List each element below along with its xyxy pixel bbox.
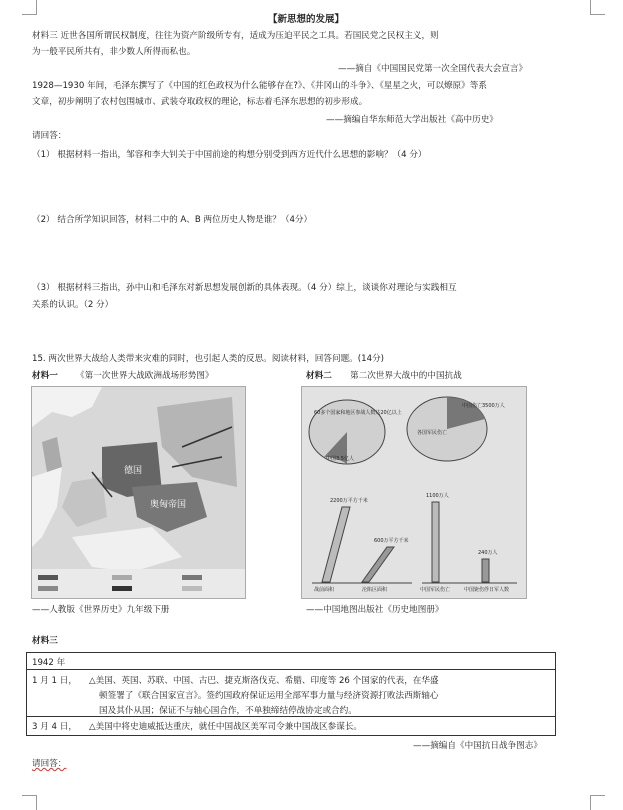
pie1-note: 60多个国家和地区参战人数达20亿以上 bbox=[314, 410, 402, 416]
legend-swatch bbox=[182, 575, 202, 580]
germany-label: 德国 bbox=[124, 466, 143, 476]
material3-table bbox=[26, 652, 556, 736]
legend-swatch bbox=[182, 586, 202, 591]
corner-mark bbox=[590, 795, 605, 810]
row1-date: 1 月 1 日， bbox=[32, 676, 77, 686]
legend-swatch bbox=[112, 586, 132, 591]
material3-source2: ——摘编自华东师范大学出版社《高中历史》 bbox=[326, 115, 498, 125]
material3-line2: 为一般平民所共有，非少数人所得而私也。 bbox=[32, 47, 196, 57]
material3-source1: ——摘自《中国国民党第一次全国代表大会宣言》 bbox=[338, 64, 528, 74]
row1-text3: 国及其仆从国；保证不与轴心国合作，不单独缔结停战协定或合约。 bbox=[99, 706, 357, 716]
axis2a-label: 中国军民伤亡 bbox=[420, 587, 451, 593]
legend-swatch bbox=[38, 586, 58, 591]
table-divider bbox=[27, 716, 555, 717]
axis1a-label: 战前面积 bbox=[314, 587, 335, 593]
bar-occupied-area bbox=[362, 547, 394, 582]
material3b-label: 材料三 bbox=[32, 636, 58, 646]
material1-title: 《第一次世界大战欧洲战场形势图》 bbox=[76, 371, 214, 381]
row2-text: △美国中将史迪威抵达重庆，就任中国战区美军司令兼中国战区参谋长。 bbox=[89, 722, 363, 732]
question-3-line1: （3） 根据材料三指出，孙中山和毛泽东对新思想发展创新的具体表现。（4 分）综上，谈谈你对理论与实践相互 bbox=[32, 283, 457, 293]
section-title: 【新思想的发展】 bbox=[268, 14, 345, 25]
table-divider bbox=[27, 669, 555, 670]
material3-line3: 1928—1930 年间，毛泽东撰写了《中国的红色政权为什么能够存在?》、《井冈山的斗争》、《星星之火，可以燎原》等系 bbox=[32, 81, 487, 91]
answer-prompt: 请回答： bbox=[32, 131, 67, 141]
austria-label: 奥匈帝国 bbox=[150, 500, 187, 510]
material2-caption: ——中国地图出版社《历史地图册》 bbox=[306, 605, 444, 615]
bar-japanese-casualties bbox=[482, 559, 489, 582]
material3-line4: 文章，初步阐明了农村包围城市、武装夺取政权的理论，标志着毛泽东思想的初步形成。 bbox=[32, 97, 368, 107]
legend-swatch bbox=[38, 575, 58, 580]
answer-prompt-2: 请回答： bbox=[32, 759, 67, 769]
corner-mark bbox=[590, 0, 605, 15]
bar-prewar-area bbox=[322, 507, 350, 582]
bar1-label: 2200万平方千米 bbox=[330, 498, 368, 504]
row1-text2: 顿签署了《联合国家宣言》。签约国政府保证运用全部军事力量与经济资源打败法西斯轴心 bbox=[99, 691, 439, 701]
question-1: （1） 根据材料一指出，邹容和李大钊关于中国前途的构想分别受到西方近代什么思想的影响？（4 分） bbox=[32, 150, 427, 160]
china-war-charts bbox=[301, 386, 527, 599]
legend-swatch bbox=[112, 575, 132, 580]
q15-intro: 15. 两次世界大战给人类带来灾难的同时，也引起人类的反思。阅读材料，回答问题。(14分) bbox=[32, 354, 385, 364]
material1-caption: ——人教版《世界历史》九年级下册 bbox=[32, 605, 170, 615]
material2-title: 第二次世界大战中的中国抗战 bbox=[350, 371, 462, 381]
bar2-label: 600万平方千米 bbox=[374, 538, 409, 544]
question-3-line2: 关系的认识。（2 分） bbox=[32, 300, 114, 310]
europe-war-map bbox=[31, 386, 246, 599]
table-year: 1942 年 bbox=[32, 658, 66, 668]
map-legend bbox=[32, 569, 245, 598]
material3-line1: 材料三 近世各国所谓民权制度，往往为资产阶级所专有，适成为压迫平民之工具。若国民党之民权主义，则 bbox=[32, 31, 439, 41]
pie2-slice-label: 中国伤亡3500万人 bbox=[462, 403, 505, 409]
row2-date: 3 月 4 日， bbox=[32, 722, 77, 732]
material2-label: 材料二 bbox=[306, 371, 332, 381]
material1-label: 材料一 bbox=[32, 371, 58, 381]
pie1-slice-label: 中国3.5亿人 bbox=[326, 456, 354, 462]
row1-text1: △美国、英国、苏联、中国、古巴、捷克斯洛伐克、希腊、印度等 26 个国家的代表，在华盛 bbox=[89, 676, 439, 686]
pie2-note: 各国军民伤亡 bbox=[417, 430, 448, 436]
material3b-source: ——摘编自《中国抗日战争图志》 bbox=[413, 741, 542, 751]
axis1b-label: 沦陷区面积 bbox=[362, 587, 388, 593]
bar-china-casualties bbox=[432, 502, 439, 582]
question-2: （2） 结合所学知识回答，材料二中的 A、B 两位历史人物是谁？（4分） bbox=[32, 215, 313, 225]
corner-mark bbox=[22, 0, 37, 15]
bar4-label: 240万人 bbox=[478, 550, 498, 556]
corner-mark bbox=[22, 795, 37, 810]
bar3-label: 1100万人 bbox=[426, 493, 449, 499]
axis2b-label: 中国毙伤俘日军人数 bbox=[464, 587, 510, 593]
